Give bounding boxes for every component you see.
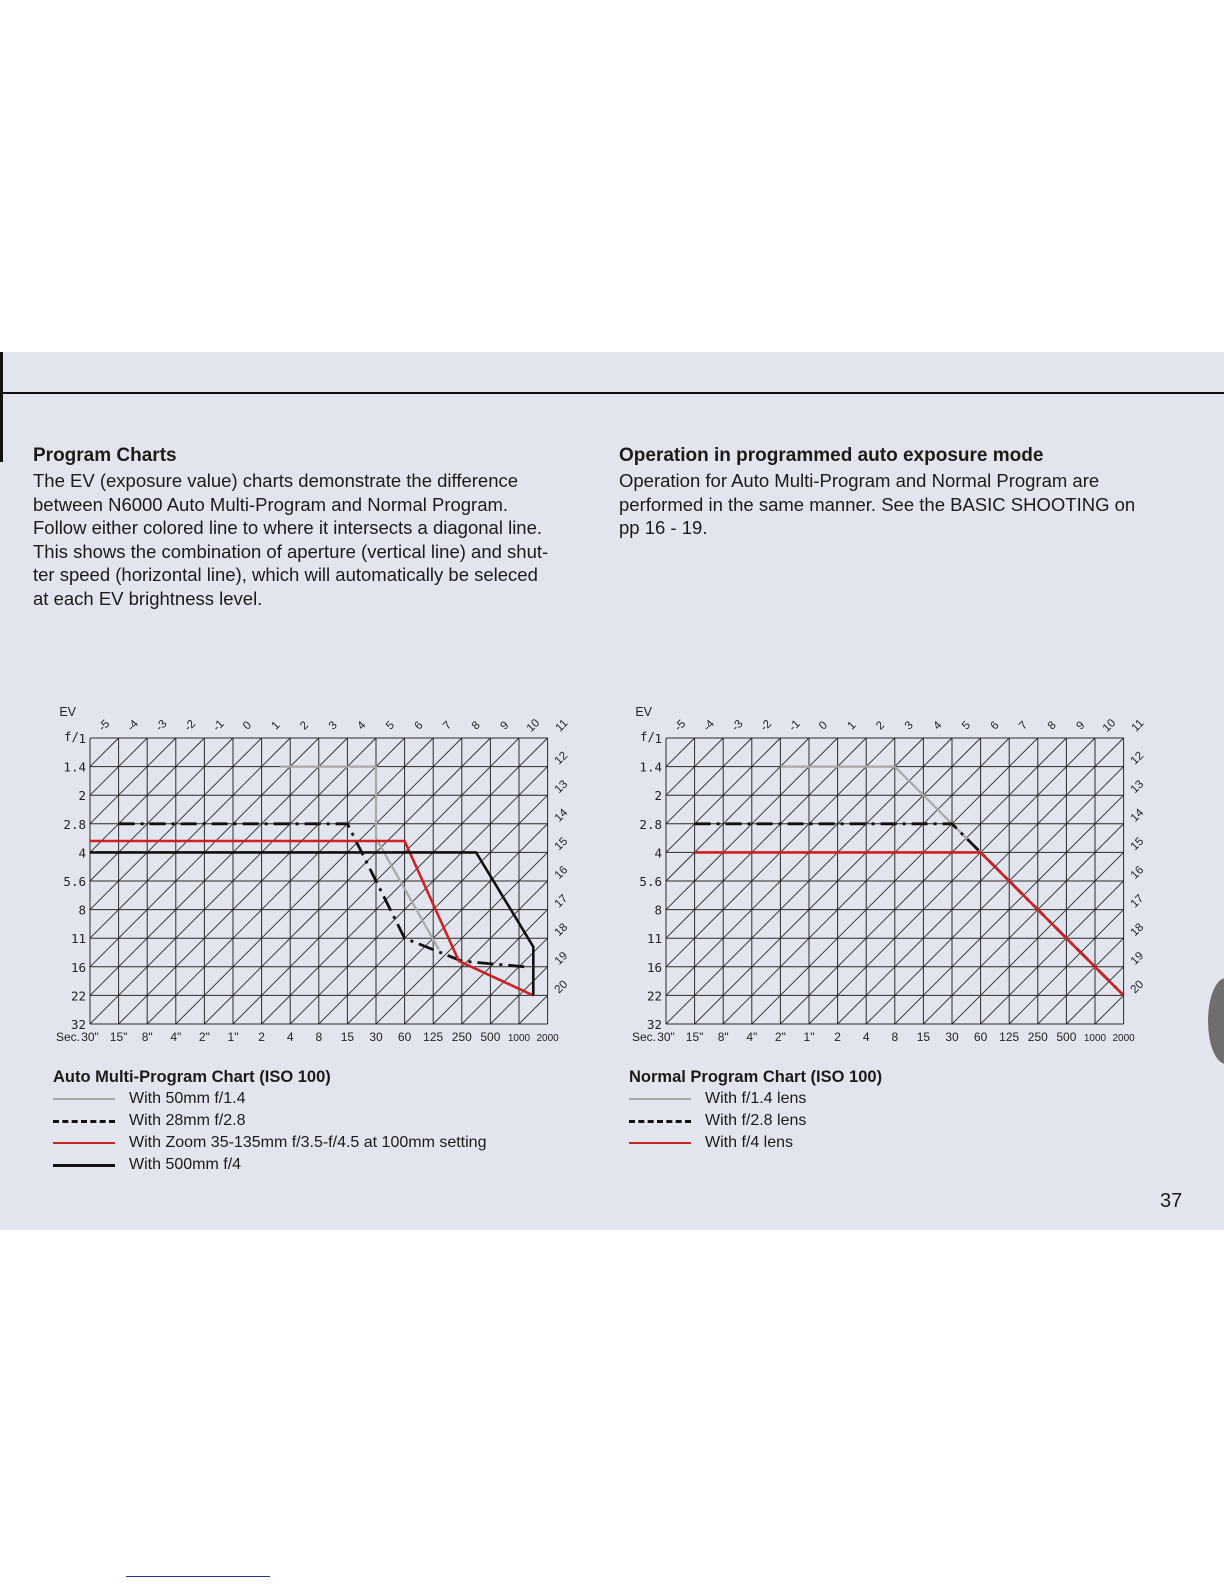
ev-top-label: -2: [182, 718, 199, 734]
auto-multi-program-chart-svg: [40, 700, 600, 1060]
ev-top-label: 8: [469, 719, 483, 733]
y-tick-label: 8: [654, 902, 662, 918]
ev-diagonal-line: [347, 824, 547, 1024]
x-tick-label: 60: [973, 1030, 988, 1044]
ev-top-label: -4: [125, 718, 141, 734]
ev-diagonal-line: [405, 881, 548, 1024]
series-line: [119, 824, 525, 967]
ev-top-label: 2: [298, 719, 312, 733]
ev-right-label: 14: [552, 806, 571, 825]
body-line: performed in the same manner. See the BASIC SHOOTING on: [619, 493, 1136, 515]
ev-right-label: 15: [1128, 835, 1147, 854]
ev-top-label: -1: [211, 718, 227, 734]
ev-diagonal-line: [666, 738, 752, 824]
x-tick-label: 4": [170, 1030, 182, 1044]
footer-link-underline: [126, 1576, 270, 1577]
ev-top-label: -5: [96, 718, 113, 734]
legend-item: [629, 1088, 882, 1110]
legend-swatch: [629, 1120, 691, 1123]
y-tick-label: 11: [70, 931, 86, 947]
y-tick-label: 4: [78, 845, 86, 861]
legend-swatch: [629, 1098, 691, 1100]
y-tick-label: 1.4: [63, 759, 86, 775]
ev-top-label: 7: [1017, 719, 1031, 733]
x-tick-label: 4": [746, 1030, 758, 1044]
y-tick-label: 5.6: [639, 874, 662, 889]
y-axis-label: f/: [64, 729, 80, 744]
ev-right-label: 20: [1128, 978, 1147, 997]
legend-title: Auto Multi-Program Chart (ISO 100): [53, 1068, 331, 1086]
y-tick-label: 2.8: [639, 816, 662, 832]
x-tick-label: 8": [717, 1030, 729, 1044]
legend-title: Normal Program Chart (ISO 100): [629, 1068, 883, 1086]
body-line: ter speed (horizontal line), which will automatically be seleced: [33, 564, 538, 585]
ev-top-label: 5: [383, 719, 397, 733]
chart-grid: [90, 738, 548, 1024]
ev-top-label: 9: [498, 719, 512, 733]
body-line: This shows the combination of aperture (vertical line) and shut-: [33, 540, 549, 562]
ev-right-label: 20: [552, 978, 571, 997]
series-line: [280, 767, 439, 950]
ev-diagonal-line: [666, 738, 809, 881]
legend-item: [629, 1132, 882, 1154]
y-tick-label: 8: [78, 902, 86, 918]
y-tick-label: 32: [70, 1017, 86, 1032]
ev-diagonal-line: [90, 738, 290, 938]
normal-program-chart-svg: [616, 700, 1176, 1060]
ev-diagonal-line: [866, 767, 1123, 1024]
ev-right-label: 16: [552, 864, 571, 882]
program-charts-section: [33, 445, 593, 610]
y-tick-label: 22: [646, 988, 662, 1004]
ev-axis-label: EV: [635, 705, 652, 719]
x-tick-label: 8": [141, 1030, 153, 1044]
y-tick-label: 1: [654, 731, 662, 746]
x-tick-label: 60: [397, 1030, 412, 1044]
legend-label: With f/4 lens: [705, 1134, 794, 1151]
legend-label: With 50mm f/1.4: [129, 1090, 246, 1107]
x-tick-label: 1": [803, 1030, 815, 1044]
ev-top-label: 10: [524, 717, 543, 735]
ev-top-label: 1: [845, 719, 859, 733]
x-tick-label: 15: [340, 1030, 355, 1044]
x-tick-label: 500: [480, 1030, 501, 1044]
x-tick-label: 2000: [1112, 1033, 1135, 1044]
y-tick-label: 11: [646, 931, 662, 947]
x-tick-label: 1000: [507, 1033, 531, 1044]
ev-diagonal-line: [981, 881, 1124, 1024]
x-tick-label: 30": [657, 1030, 675, 1044]
legend-label: With 500mm f/4: [129, 1156, 242, 1173]
x-tick-label: 2": [198, 1030, 210, 1044]
x-tick-label: 2: [834, 1030, 841, 1044]
ev-top-label: 5: [959, 719, 973, 733]
x-axis-label: Sec.: [631, 1030, 656, 1044]
y-tick-label: 1: [78, 731, 86, 746]
ev-diagonal-line: [1095, 995, 1124, 1024]
legend-item: [53, 1132, 486, 1154]
y-tick-label: 22: [70, 988, 86, 1004]
ev-diagonal-line: [90, 738, 347, 995]
ev-right-label: 12: [552, 749, 571, 768]
ev-top-label: -2: [758, 718, 775, 734]
ev-diagonal-line: [666, 738, 923, 995]
ev-top-label: -4: [701, 718, 717, 734]
body-line: The EV (exposure value) charts demonstrate the difference: [33, 470, 519, 491]
y-tick-label: 4: [654, 845, 662, 861]
x-tick-label: 2: [258, 1030, 265, 1044]
operation-section: [619, 445, 1189, 540]
legend-swatch: [629, 1142, 691, 1144]
ev-top-label: 11: [1129, 717, 1147, 735]
ev-top-label: 6: [412, 719, 426, 733]
legend-label: With Zoom 35-135mm f/3.5-f/4.5 at 100mm setting: [129, 1134, 487, 1151]
ev-top-label: 7: [441, 719, 455, 733]
x-tick-label: 125: [999, 1030, 1020, 1044]
x-tick-label: 4: [286, 1030, 294, 1044]
body-line: at each EV brightness level.: [33, 587, 263, 609]
ev-top-label: 1: [269, 719, 283, 733]
ev-right-label: 13: [552, 778, 571, 796]
program-charts-title: Program Charts: [33, 445, 177, 466]
legend-item: [53, 1154, 486, 1176]
ev-right-label: 18: [552, 921, 571, 939]
y-tick-label: 16: [70, 959, 86, 975]
legend-label: With f/1.4 lens: [705, 1090, 807, 1107]
y-tick-label: 2: [654, 788, 662, 804]
legend-swatch: [53, 1164, 115, 1167]
ev-top-label: 4: [931, 719, 945, 733]
program-charts-body: [33, 469, 593, 610]
ev-diagonal-line: [90, 738, 119, 767]
x-tick-label: 125: [423, 1030, 444, 1044]
x-tick-label: 30: [945, 1030, 959, 1044]
ev-diagonal-line: [90, 738, 176, 824]
ev-top-label: -3: [153, 718, 170, 734]
x-tick-label: 8: [891, 1030, 899, 1044]
legend-item: [53, 1110, 486, 1132]
y-tick-label: 5.6: [63, 874, 86, 889]
body-line: Operation for Auto Multi-Program and Normal Program are: [619, 470, 1100, 491]
x-tick-label: 250: [451, 1030, 472, 1044]
chart-grid: [666, 738, 1124, 1024]
auto-multi-program-chart: [40, 700, 600, 1060]
y-tick-label: 1.4: [639, 759, 662, 775]
series-line: [90, 841, 533, 995]
ev-right-label: 19: [552, 949, 571, 968]
operation-body: [619, 469, 1189, 540]
ev-top-label: 8: [1045, 719, 1059, 733]
ev-top-label: -3: [729, 718, 746, 734]
x-tick-label: 30": [81, 1030, 99, 1044]
ev-top-label: 3: [902, 719, 916, 733]
ev-right-label: 19: [1128, 949, 1147, 968]
ev-top-label: 2: [874, 719, 888, 733]
ev-top-label: 11: [553, 717, 571, 735]
ev-top-label: 0: [240, 719, 254, 733]
ev-right-label: 14: [1128, 806, 1147, 825]
ev-top-label: 0: [816, 719, 830, 733]
ev-top-label: 3: [326, 719, 340, 733]
ev-right-label: 18: [1128, 921, 1147, 939]
x-tick-label: 15": [109, 1030, 128, 1044]
normal-program-chart: [616, 700, 1176, 1060]
x-tick-label: 30: [369, 1030, 383, 1044]
y-axis-label: f/: [640, 729, 656, 744]
legend-label: With f/2.8 lens: [705, 1112, 807, 1129]
ev-top-label: 10: [1100, 717, 1119, 735]
x-tick-label: 1000: [1083, 1033, 1107, 1044]
x-tick-label: 500: [1056, 1030, 1077, 1044]
x-tick-label: 1": [227, 1030, 239, 1044]
page-edge-mark: [0, 352, 3, 462]
ev-diagonal-line: [90, 738, 233, 881]
body-line: Follow either colored line to where it intersects a diagonal line.: [33, 517, 543, 538]
x-tick-label: 8: [315, 1030, 323, 1044]
ev-right-label: 15: [552, 835, 571, 854]
y-tick-label: 2: [78, 788, 86, 804]
x-tick-label: 15: [916, 1030, 931, 1044]
ev-top-label: -5: [672, 718, 689, 734]
ev-diagonal-line: [519, 995, 548, 1024]
ev-top-label: 9: [1074, 719, 1088, 733]
ev-axis-label: EV: [59, 705, 76, 719]
normal-program-legend: [629, 1068, 882, 1154]
ev-diagonal-line: [666, 738, 695, 767]
legend-item: [629, 1110, 882, 1132]
y-tick-label: 2.8: [63, 816, 86, 832]
x-tick-label: 250: [1027, 1030, 1048, 1044]
x-tick-label: 2": [774, 1030, 786, 1044]
legend-swatch: [53, 1142, 115, 1144]
x-axis-label: Sec.: [55, 1030, 80, 1044]
operation-title: Operation in programmed auto exposure mode: [619, 445, 1044, 466]
ev-right-label: 12: [1128, 749, 1147, 768]
ev-top-label: 6: [988, 719, 1002, 733]
ev-right-label: 13: [1128, 778, 1147, 796]
ev-right-label: 16: [1128, 864, 1147, 882]
legend-item: [53, 1088, 486, 1110]
ev-right-label: 17: [552, 892, 571, 911]
legend-swatch: [53, 1098, 115, 1100]
ev-top-label: -1: [787, 718, 803, 734]
page-number: 37: [1160, 1190, 1183, 1212]
body-line: pp 16 - 19.: [619, 517, 708, 538]
body-line: between N6000 Auto Multi-Program and Normal Program.: [33, 493, 509, 515]
ev-right-label: 17: [1128, 892, 1147, 911]
legend-swatch: [53, 1120, 115, 1123]
ev-diagonal-line: [666, 738, 866, 938]
auto-multi-program-legend: [53, 1068, 486, 1176]
y-tick-label: 32: [646, 1017, 662, 1032]
header-rule: [0, 392, 1224, 394]
x-tick-label: 4: [862, 1030, 870, 1044]
ev-diagonal-line: [923, 824, 1123, 1024]
x-tick-label: 15": [685, 1030, 704, 1044]
ev-top-label: 4: [355, 719, 369, 733]
legend-label: With 28mm f/2.8: [129, 1112, 246, 1129]
y-tick-label: 16: [646, 959, 662, 975]
x-tick-label: 2000: [536, 1033, 559, 1044]
